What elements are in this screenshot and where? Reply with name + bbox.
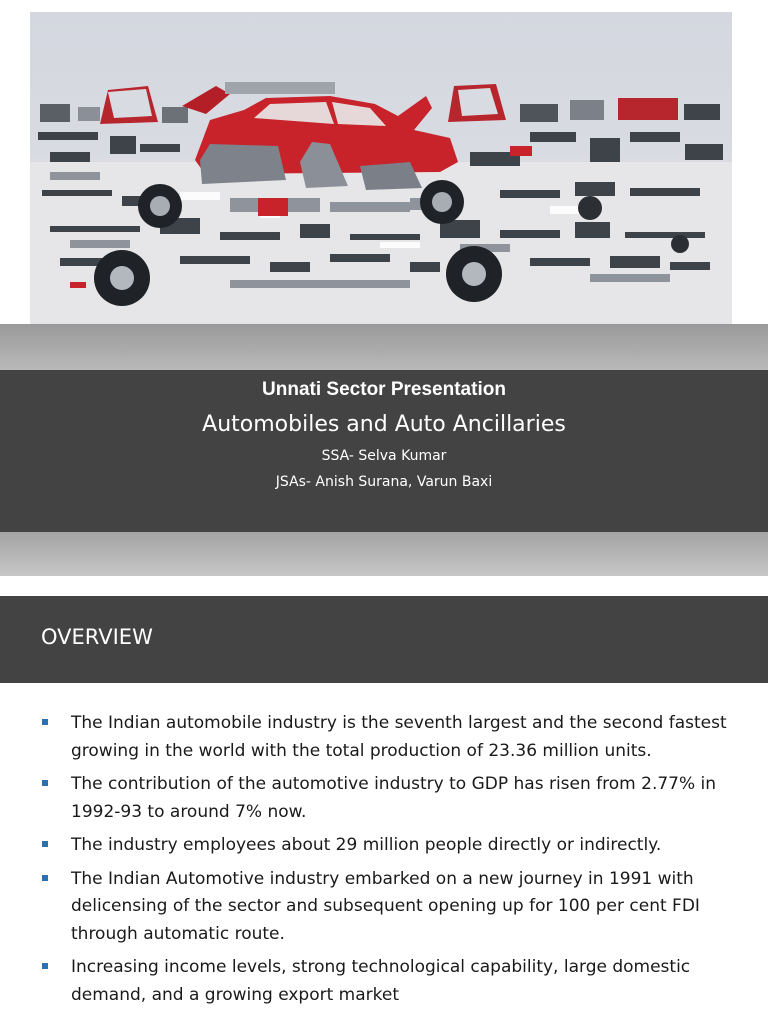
overview-header-band xyxy=(0,596,768,683)
slide-gap xyxy=(0,576,768,596)
bullet-text: Increasing income levels, strong technological capability, large domestic demand, and a growing export market xyxy=(71,957,691,1005)
list-item xyxy=(0,866,768,949)
list-item xyxy=(0,710,768,765)
bullet-text: The industry employees about 29 million people directly or indirectly. xyxy=(71,835,662,855)
bullet-text: The contribution of the automotive industry to GDP has risen from 2.77% in 1992-93 to around 7% now. xyxy=(71,774,717,822)
presenter-ssa: SSA- Selva Kumar xyxy=(321,448,447,464)
decorative-band-bottom xyxy=(0,532,768,576)
bullet-text: The Indian automobile industry is the seventh largest and the second fastest growing in the world with the total production of 23.36 million units. xyxy=(71,713,727,761)
list-item xyxy=(0,954,768,1009)
presentation-title: Automobiles and Auto Ancillaries xyxy=(202,412,566,437)
square-bullet-icon xyxy=(42,719,48,725)
square-bullet-icon xyxy=(42,875,48,881)
car-parts-illustration xyxy=(30,12,732,324)
overview-bullet-list xyxy=(0,710,768,1015)
cover-title-band xyxy=(0,370,768,532)
list-item xyxy=(0,771,768,826)
overview-heading: OVERVIEW xyxy=(41,625,153,649)
square-bullet-icon xyxy=(42,841,48,847)
presenter-jsas: JSAs- Anish Surana, Varun Baxi xyxy=(275,474,493,490)
car-parts-photo xyxy=(30,12,732,324)
bullet-text: The Indian Automotive industry embarked on a new journey in 1991 with delicensing of the sector and subsequent opening up for 100 per cent FDI through automatic route. xyxy=(71,868,700,944)
decorative-band-top xyxy=(0,324,768,370)
square-bullet-icon xyxy=(42,780,48,786)
overview-slide xyxy=(0,596,768,1024)
presentation-subtitle: Unnati Sector Presentation xyxy=(262,379,506,400)
list-item xyxy=(0,832,768,860)
square-bullet-icon xyxy=(42,963,48,969)
